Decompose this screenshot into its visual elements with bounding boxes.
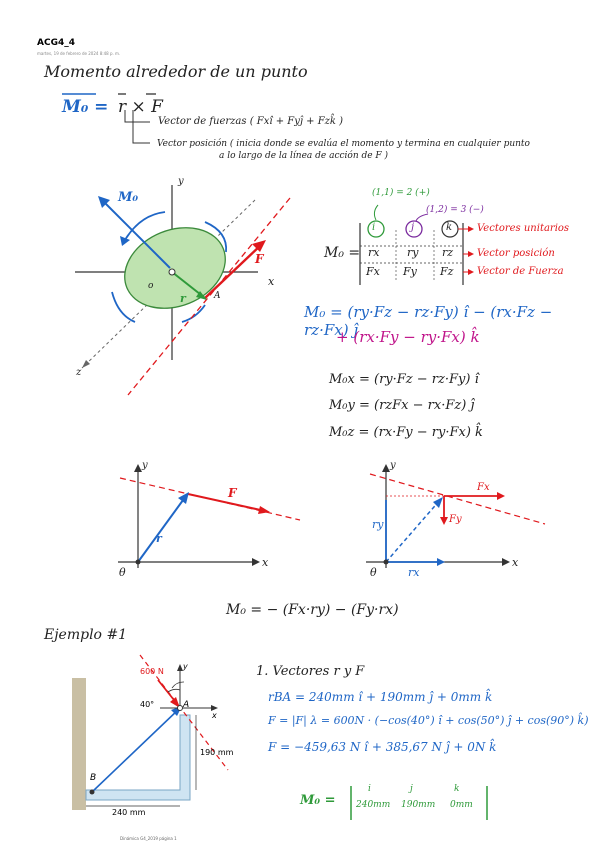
fig3-fx-label: Fx (477, 482, 490, 493)
fig1-origin-label: o (148, 281, 154, 291)
vector-fuerzas-note: Vector de fuerzas ( Fxî + Fyĵ + Fzk̂ ) (158, 116, 344, 127)
mo-2d-equation: M₀ = − (Fx·ry) − (Fy·rx) (226, 602, 399, 618)
matrix-note-2: (1,2) = 3 (−) (426, 205, 484, 215)
example-mo-lhs: M₀ = (300, 793, 336, 808)
fig2-x-label: x (262, 556, 269, 569)
matrix-label-pos: Vector posición (477, 248, 555, 259)
example-mo-j: j (410, 784, 413, 794)
fig2-y-label: y (142, 460, 148, 471)
example-mo-rz: 0mm (450, 800, 473, 810)
fig2-r-label: r (156, 532, 162, 545)
matrix-rx: rx (368, 246, 380, 259)
example-f-line-2: F = −459,63 N î + 385,67 N ĵ + 0N k̂ (268, 740, 497, 754)
mo-definition-lhs: M₀ = (62, 97, 109, 117)
example-mo-k: k (454, 784, 460, 794)
fig3-rx-label: rx (408, 566, 420, 579)
vector-posicion-note-1: Vector posición ( inicia donde se evalúa el momento y termina en cualquier punto (157, 139, 530, 149)
figure-2d-vector (118, 464, 300, 568)
fig1-a-label: A (214, 291, 221, 301)
matrix-label-force: Vector de Fuerza (477, 266, 564, 277)
example-a-label: A (183, 700, 190, 710)
fig1-x-label: x (268, 275, 275, 288)
component-moy: M₀y = (rzFx − rx·Fz) ĵ (329, 398, 475, 413)
example-f-line-1: F = |F| λ = 600N · (−cos(40°) î + cos(50°) ĵ + cos(90°) k̂) (268, 714, 589, 727)
mo-definition-rhs: r × F (118, 97, 163, 117)
matrix-lhs: M₀ = (324, 245, 361, 261)
matrix-fz: Fz (440, 265, 454, 278)
component-mox: M₀x = (ry·Fz − rz·Fy) î (329, 372, 479, 387)
example-title: Ejemplo #1 (44, 627, 128, 643)
vector-posicion-note-2: a lo largo de la línea de acción de F ) (219, 151, 389, 161)
bracket-fuerzas (125, 110, 150, 122)
fig1-y-label: y (178, 176, 184, 187)
component-moz: M₀z = (rx·Fy − ry·Fx) k̂ (329, 425, 483, 440)
matrix-ry: ry (407, 246, 419, 259)
fig2-f-label: F (228, 486, 237, 500)
fig3-origin-label: θ (370, 566, 377, 579)
page-date: martes, 19 de febrero de 2024 8:48 p. m. (37, 51, 121, 56)
section-title: Momento alrededor de un punto (44, 62, 308, 81)
page-title: ACG4_4 (37, 38, 75, 48)
fig1-mo-label: M₀ (118, 190, 139, 205)
example-step: 1. Vectores r y F (256, 664, 365, 679)
matrix-fy: Fy (403, 265, 417, 278)
matrix-fx: Fx (366, 265, 380, 278)
fig3-ry-label: ry (372, 518, 384, 531)
matrix-label-unit: Vectores unitarios (477, 223, 570, 234)
example-y-label: y (183, 662, 188, 671)
fig3-fy-label: Fy (449, 514, 462, 525)
example-angle-label: 40° (140, 700, 155, 709)
wall (72, 678, 86, 810)
example-mo-i: i (368, 784, 371, 794)
figure-moment-3d (75, 185, 290, 395)
fig1-r-label: r (180, 292, 186, 305)
example-force-label: 600 N (140, 667, 164, 676)
example-rba: rBA = 240mm î + 190mm ĵ + 0mm k̂ (268, 690, 493, 704)
example-mo-ry: 190mm (401, 800, 436, 810)
fig3-x-label: x (512, 556, 519, 569)
example-mo-rx: 240mm (356, 800, 391, 810)
expand-line-2: + (rx·Fy − ry·Fx) k̂ (336, 328, 480, 346)
bracket-posicion (133, 110, 150, 143)
matrix-k: k (446, 222, 453, 233)
page-footer: Dinámica G4_2019 página 1 (120, 836, 177, 841)
expand-line-1: M₀ = (ry·Fz − rz·Fy) î − (rx·Fz − rz·Fx) ĵ (304, 303, 553, 339)
matrix-i: i (372, 222, 376, 233)
example-figure (72, 655, 228, 810)
example-b-label: B (90, 773, 97, 783)
fig1-z-label: z (76, 367, 82, 378)
matrix-rz: rz (442, 246, 454, 259)
fig3-y-label: y (390, 460, 396, 471)
fig2-origin-label: θ (119, 566, 126, 579)
example-x-label: x (212, 711, 217, 720)
matrix-note-1: (1,1) = 2 (+) (372, 188, 430, 198)
matrix-j: j (411, 222, 415, 233)
example-dim-horizontal: 240 mm (112, 808, 146, 817)
fig1-f-label: F (255, 252, 264, 266)
example-dim-vertical: 190 mm (200, 748, 234, 757)
